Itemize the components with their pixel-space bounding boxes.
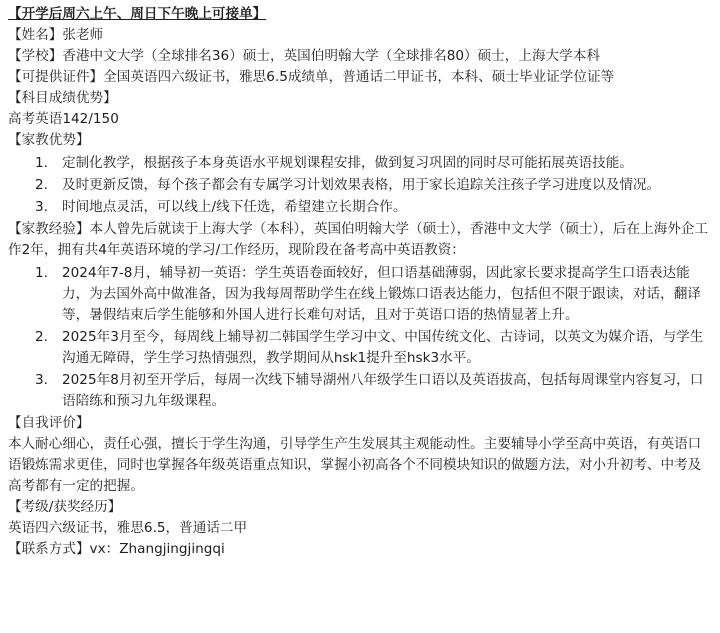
list-item-text: 定制化教学，根据孩子本身英语水平规划课程安排，做到复习巩固的同时尽可能拓展英语技能。: [62, 155, 633, 171]
award-text: 英语四六级证书，雅思6.5，普通话二甲: [8, 520, 248, 536]
subject-score: 高考英语142/150: [8, 111, 119, 127]
experience-list: [8, 263, 712, 412]
certificate-line: 【可提供证件】全国英语四六级证书，雅思6.5成绩单，普通话二甲证书，本科、硕士毕业证学位证等: [8, 69, 615, 85]
list-item-text: 2024年7-8月，辅导初一英语：学生英语卷面较好，但口语基础薄弱，因此家长要求提高学生口语表达能力，为去国外高中做准备，因为我每周帮助学生在线上锻炼口语表达能力，包括但不限于跟读，对话，翻译等，暑假结束后学生能够和外国人进行长难句对话，且对于英语口语的热情显著上升。: [62, 265, 701, 323]
list-item-text: 2025年3月至今，每周线上辅导初二韩国学生学习中文、中国传统文化、古诗词，以英文为媒介语，与学生沟通无障碍，学生学习热情强烈，教学期间从hsk1提升至hsk3水平。: [62, 329, 704, 366]
list-item-number: 2.: [35, 329, 48, 345]
school-line: 【学校】香港中文大学（全球排名36）硕士，英国伯明翰大学（全球排名80）硕士，上海大学本科: [8, 48, 600, 64]
list-item-number: 1.: [35, 265, 48, 281]
availability-header: 【开学后周六上午、周日下午晚上可接单】: [8, 6, 267, 22]
list-item: [8, 370, 712, 412]
contact-line: 【联系方式】vx：Zhangjingjingqi: [8, 541, 225, 557]
list-item-text: 2025年8月初至开学后，每周一次线下辅导湖州八年级学生口语以及英语拔高，包括每周课堂内容复习，口语陪练和预习九年级课程。: [62, 372, 704, 409]
list-item-number: 2.: [35, 177, 48, 193]
award-heading: 【考级/获奖经历】: [8, 499, 122, 515]
list-item: [8, 327, 712, 369]
list-item: [8, 263, 712, 326]
list-item: [8, 197, 712, 218]
list-item: [8, 175, 712, 196]
list-item-number: 3.: [35, 199, 48, 215]
name-line: 【姓名】张老师: [8, 27, 104, 43]
self-evaluation-text: 本人耐心细心，责任心强，擅长于学生沟通，引导学生产生发展其主观能动性。主要辅导小学至高中英语，有英语口语锻炼需求更佳，同时也掌握各年级英语重点知识，掌握小初高各个不同模块知识的做题方法，对小升初考、中考及高考都有一定的把握。: [8, 436, 702, 494]
list-item-number: 3.: [35, 372, 48, 388]
list-item: [8, 153, 712, 174]
list-item-number: 1.: [35, 155, 48, 171]
advantage-heading: 【家教优势】: [8, 132, 90, 148]
subject-heading: 【科目成绩优势】: [8, 90, 117, 106]
list-item-text: 时间地点灵活，可以线上/线下任选，希望建立长期合作。: [62, 199, 407, 215]
experience-intro: 【家教经验】本人曾先后就读于上海大学（本科），英国伯明翰大学（硕士），香港中文大学（硕士），后在上海外企工作2年，拥有共4年英语环境的学习/工作经历，现阶段在备考高中英语教资：: [8, 221, 709, 258]
self-evaluation-heading: 【自我评价】: [8, 415, 90, 431]
advantage-list: [8, 153, 712, 218]
list-item-text: 及时更新反馈，每个孩子都会有专属学习计划效果表格，用于家长追踪关注孩子学习进度以及情况。: [62, 177, 661, 193]
